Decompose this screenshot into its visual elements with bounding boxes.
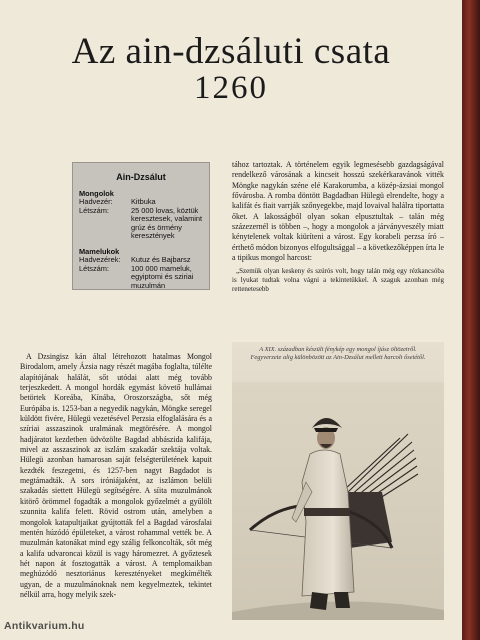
info-value: 100 000 mameluk, egyiptomi és sziriai muzulmán [131,263,194,290]
info-row [79,207,203,241]
body-paragraph: A Dzsingisz kán által létrehozott hatalmas Mongol Birodalom, amely Ázsia nagy részét magába foglalta, túlélte alapítójának halálát, sőt utódai alatt még tovább terjeszkedett. A mongol hordák egymást követő hullámai betörtek Koreába, Kínába, Oroszországba, sőt még Európába is. 1253-ban a negyedik nagykán, Möngke seregel küldött fivére, Hülegü vezetésével Perzsia elfoglalására és a szíriai asszaszinok uralmának megtörésére. A mongol hadjáratot kezdetben üdvözölte Bagdad abbászida kalifája, mivel az asszaszinok az iszlám szakadár szektája voltak. Hülegü azonban hamarosan saját felségterületének kapuit kezdték feszegetni, és 1257-ben nagyt Bagdadot is megtámadták. A sors iróniájaként, az iszlámon belüli szakadás siettett Hülegü segítségére. A síita muzulmánok kitörő örömmel fogadták a mongolok győzelmét a gyűlölt szunnita kalifa felett. Rövid ostrom után, amelyben a mongolok katapultjaikat gyújtották fel a Bagdad városfalai mentén húzódó épületeket, a várost rohammal vették be. A muzulmán katonákat mind egy szálig felkoncolták, sőt még a kalifa udvaroncai közül is vagy háromezret. A győztesek hét napon át fosztogatták a várost. A templomaikban meghúzódó nesztoriánus keresztényeket megkímélték ugyan, de a muzulmánoknak nem kegyelmeztek, tekintet nélkül arra, hogy melyik szek- [20,352,212,599]
info-row [79,265,203,291]
info-label: Hadvezér: [79,197,113,206]
info-label: Létszám: [79,263,109,273]
archer-photograph [232,342,444,620]
info-value: 25 000 lovas, köztük keresztesek, valamint grúz és örmény keresztények [131,205,203,241]
page-title: Az ain-dzsáluti csata [71,31,391,72]
quote-paragraph: „Szemük olyan keskeny és szúrós volt, hogy talán még egy rézkancsóba is lyukat tudtak volna vágni a tekintetükkel. A szaguk azonban még rettenetesebb [232,267,444,294]
battle-info-box [72,162,210,290]
page-title-year: 1260 [194,70,268,106]
side-heading-mamluks: Mamelukok [79,246,120,256]
info-label: Hadvezérek: [79,254,121,264]
body-paragraph: tához tartoztak. A történelem egyik legmesésebb gazdagságával rendelkező városának a kincseit hosszú szekérkaravánok vitték Möngke nagykán széne elé Karakorumba, a közép-ázsiai mongol fővárosba. A romba döntött Bagdadban Hülegü elrendelte, hogy a kalifát és fiait varrják szőnyegekbe, majd lovaival halálra tiportatta őket. A lakosságból olyan sokan elpusztultak – talán még százezernél is többen –, hogy a mongolok a járványveszély miatt kénytelenek voltak kiüríteni a várost. Egy korabeli perzsa író – érthető módon bizonyos elfogultsággal – a következőképpen írta le a tipikus mongol harcost: [232,160,444,263]
info-label: Létszám: [79,205,109,215]
book-spine-edge [462,0,480,640]
info-value: Kitbuka [131,197,156,206]
figure-caption: A XIX. században készült fénykép egy mongol íjász öltözetről. Fegyverzete alig különbözött az Ain-Dzsálut mellett harcolt őseiétől. [250,346,426,361]
info-box-title: Ain-Dzsálut [116,172,166,182]
info-value: Kutuz és Bajbarsz [131,254,191,264]
side-heading-mongols: Mongolok [79,189,114,198]
mongol-archer-illustration [232,342,444,620]
right-text-column [232,160,444,294]
watermark-logo: Antikvarium.hu [4,620,85,632]
left-text-column [20,352,212,600]
